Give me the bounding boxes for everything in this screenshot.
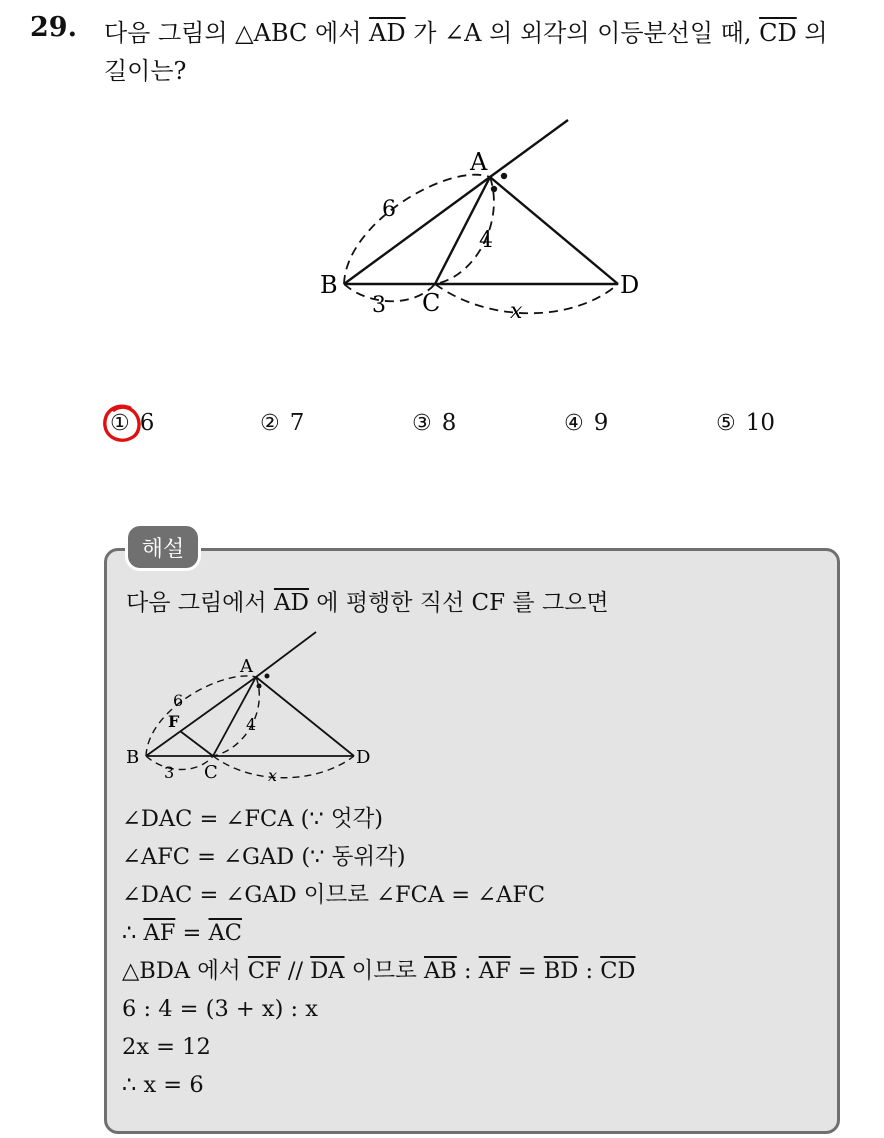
vertex-d: D <box>356 747 371 768</box>
choice-mark: ① <box>110 410 130 436</box>
side-ad <box>490 177 618 284</box>
vertex-c: C <box>204 762 218 783</box>
question-line-1 <box>104 14 874 52</box>
angle-dot-interior <box>491 186 497 192</box>
equals-text: = <box>175 920 209 946</box>
choice-value: 7 <box>289 410 305 436</box>
side-ad <box>256 677 354 756</box>
step-7: 2x = 12 <box>122 1034 211 1060</box>
angle-dot-exterior <box>501 173 507 179</box>
vertex-c: C <box>422 289 441 317</box>
step-text: △BDA 에서 <box>122 958 248 984</box>
vertex-d: D <box>620 271 640 299</box>
step-4 <box>122 914 635 952</box>
length-bc: 3 <box>164 763 175 782</box>
length-ab: 6 <box>173 691 184 710</box>
therefore-text: ∴ <box>122 920 144 946</box>
length-cd: x <box>510 299 523 324</box>
arc-bc <box>146 756 213 770</box>
ratio-colon: : <box>578 958 601 984</box>
segment-bd: $\overline{BD}$ <box>543 958 579 984</box>
solution-figure <box>118 624 388 789</box>
segment-ad: $\overline{AD}$ <box>273 590 309 616</box>
step-5 <box>122 952 635 990</box>
solution-intro <box>126 584 609 617</box>
arc-cd <box>435 284 618 313</box>
question-text-part: 가 ∠A 의 외각의 이등분선일 때, <box>405 19 760 47</box>
vertex-a: A <box>470 148 488 176</box>
question-text-part: 다음 그림의 △ABC 에서 <box>104 19 370 47</box>
step-text: 이므로 <box>344 958 425 984</box>
exterior-ray <box>490 120 568 177</box>
triangle-figure <box>300 112 660 332</box>
answer-choices <box>110 410 810 450</box>
choice-5[interactable] <box>716 410 775 436</box>
segment-cd: $\overline{CD}$ <box>600 958 636 984</box>
vertex-a: A <box>240 656 253 677</box>
length-ac: 4 <box>246 715 257 734</box>
choice-mark: ③ <box>412 410 432 436</box>
choice-value: 10 <box>745 410 776 436</box>
length-ac: 4 <box>479 228 493 253</box>
length-ab: 6 <box>382 197 396 222</box>
choice-mark: ② <box>260 410 280 436</box>
segment-af: $\overline{AF}$ <box>478 958 511 984</box>
angle-dot-interior <box>257 684 262 689</box>
solution-label: 해설 <box>128 526 198 568</box>
angle-dot-exterior <box>265 674 270 679</box>
question-line-2: 길이는? <box>104 57 187 85</box>
question-text <box>104 14 874 90</box>
choice-mark: ④ <box>564 410 584 436</box>
exterior-ray <box>256 632 316 677</box>
vertex-b: B <box>126 747 140 768</box>
intro-text: 다음 그림에서 <box>126 590 274 616</box>
choice-1[interactable] <box>110 410 154 436</box>
choice-mark: ⑤ <box>716 410 736 436</box>
choice-3[interactable] <box>412 410 456 436</box>
equals-text: = <box>510 958 544 984</box>
length-bc: 3 <box>372 293 386 318</box>
segment-ab: $\overline{AB}$ <box>424 958 457 984</box>
choice-value: 6 <box>139 410 155 436</box>
step-1: ∠DAC = ∠FCA (∵ 엇각) <box>122 806 384 832</box>
segment-cf <box>180 731 213 756</box>
segment-af: $\overline{AF}$ <box>143 920 176 946</box>
intro-text: 에 평행한 직선 CF 를 그으면 <box>309 590 609 616</box>
choice-4[interactable] <box>564 410 608 436</box>
choice-value: 9 <box>593 410 609 436</box>
question-text-part: 의 <box>796 19 828 47</box>
step-2: ∠AFC = ∠GAD (∵ 동위각) <box>122 844 406 870</box>
segment-da: $\overline{DA}$ <box>310 958 345 984</box>
arc-cd <box>213 756 354 778</box>
choice-value: 8 <box>441 410 457 436</box>
ratio-colon: : <box>456 958 479 984</box>
parallel-text: // <box>280 958 311 984</box>
segment-cd: $\overline{CD}$ <box>759 19 797 47</box>
segment-ac: $\overline{AC}$ <box>208 920 242 946</box>
choice-2[interactable] <box>260 410 304 436</box>
question-number: 29. <box>30 12 77 43</box>
solution-steps <box>122 800 635 1104</box>
segment-cf: $\overline{CF}$ <box>247 958 281 984</box>
step-8: ∴ x = 6 <box>122 1072 204 1098</box>
vertex-f: F <box>168 712 180 731</box>
vertex-b: B <box>320 271 338 299</box>
segment-ad: $\overline{AD}$ <box>369 19 406 47</box>
step-6: 6 : 4 = (3 + x) : x <box>122 996 318 1022</box>
step-3: ∠DAC = ∠GAD 이므로 ∠FCA = ∠AFC <box>122 882 546 908</box>
length-cd: x <box>268 766 278 785</box>
